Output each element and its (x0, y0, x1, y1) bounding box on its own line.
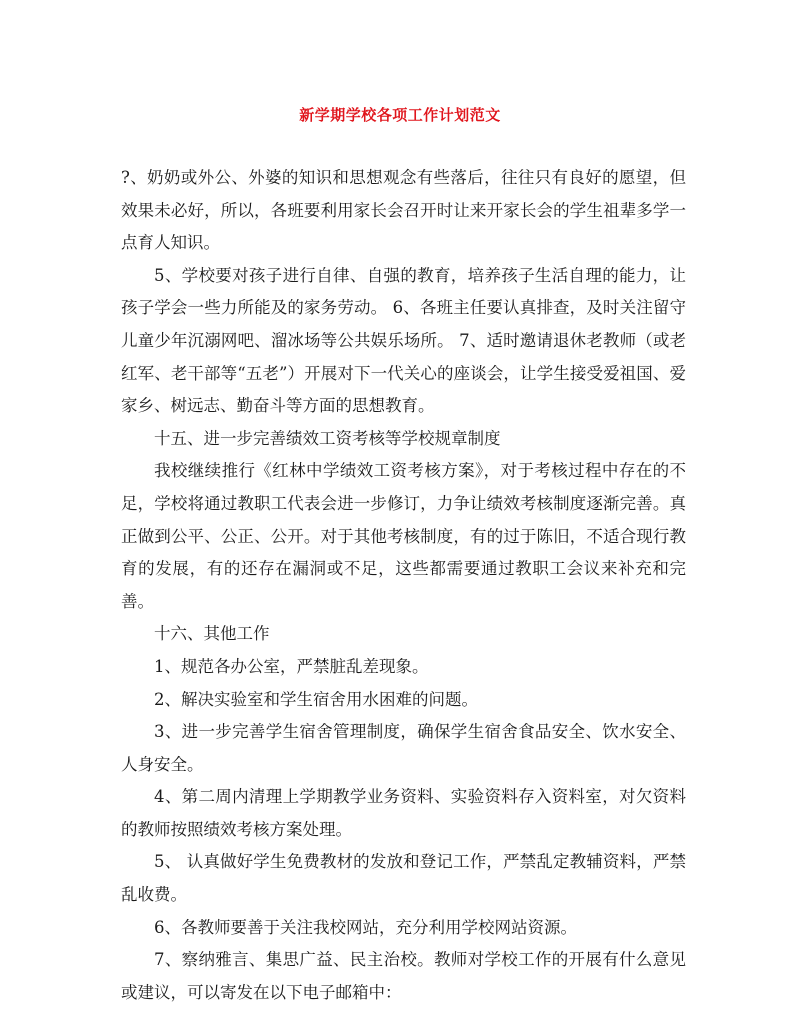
list-item-1: 1、规范各办公室，严禁脏乱差现象。 (154, 656, 429, 676)
paragraph-grandparents-knowledge: ?、奶奶或外公、外婆的知识和思想观念有些落后，往往只有良好的愿望，但效果未必好，所以，各班要利用家长会召开时让来开家长会的学生祖辈多学一点育人知识。 (121, 168, 686, 253)
section-heading-16: 十六、其他工作 (154, 624, 270, 644)
list-item-7: 7、察纳雅言、集思广益、民主治校。教师对学校工作的开展有什么意见或建议，可以寄发在以下电子邮箱中： (121, 950, 686, 1002)
list-item-4: 4、第二周内清理上学期教学业务资料、实验资料存入资料室，对欠资料的教师按照绩效考核方案处理。 (121, 787, 686, 839)
list-item-2: 2、解决实验室和学生宿舍用水困难的问题。 (154, 689, 478, 709)
paragraph-self-discipline-education: 5、学校要对孩子进行自律、自强的教育，培养孩子生活自理的能力，让孩子学会一些力所能及的家务劳动。 6、各班主任要认真排查，及时关注留守儿童少年沉溺网吧、溜冰场等公共娱乐场所。 7、适时邀请退休老教师（或老红军、老干部等“五老”）开展对下一代关心的座谈会，让学生接受爱祖国、爱家乡、树远志、勤奋斗等方面的思想教育。 (121, 265, 686, 416)
section-heading-15: 十五、进一步完善绩效工资考核等学校规章制度 (154, 428, 501, 448)
list-item-3: 3、进一步完善学生宿舍管理制度，确保学生宿舍食品安全、饮水安全、人身安全。 (121, 722, 686, 774)
paragraph-performance-assessment: 我校继续推行《红林中学绩效工资考核方案》，对于考核过程中存在的不足，学校将通过教职工代表会进一步修订，力争让绩效考核制度逐渐完善。真正做到公平、公正、公开。对于其他考核制度，有的过于陈旧，不适合现行教育的发展，有的还存在漏洞或不足，这些都需要通过教职工会议来补充和完善。 (121, 461, 686, 611)
document-body (121, 162, 686, 1009)
list-item-6: 6、各教师要善于关注我校网站，充分利用学校网站资源。 (154, 917, 577, 937)
list-item-5: 5、 认真做好学生免费教材的发放和登记工作，严禁乱定教辅资料，严禁乱收费。 (121, 852, 686, 905)
document-title: 新学期学校各项工作计划范文 (299, 106, 501, 124)
